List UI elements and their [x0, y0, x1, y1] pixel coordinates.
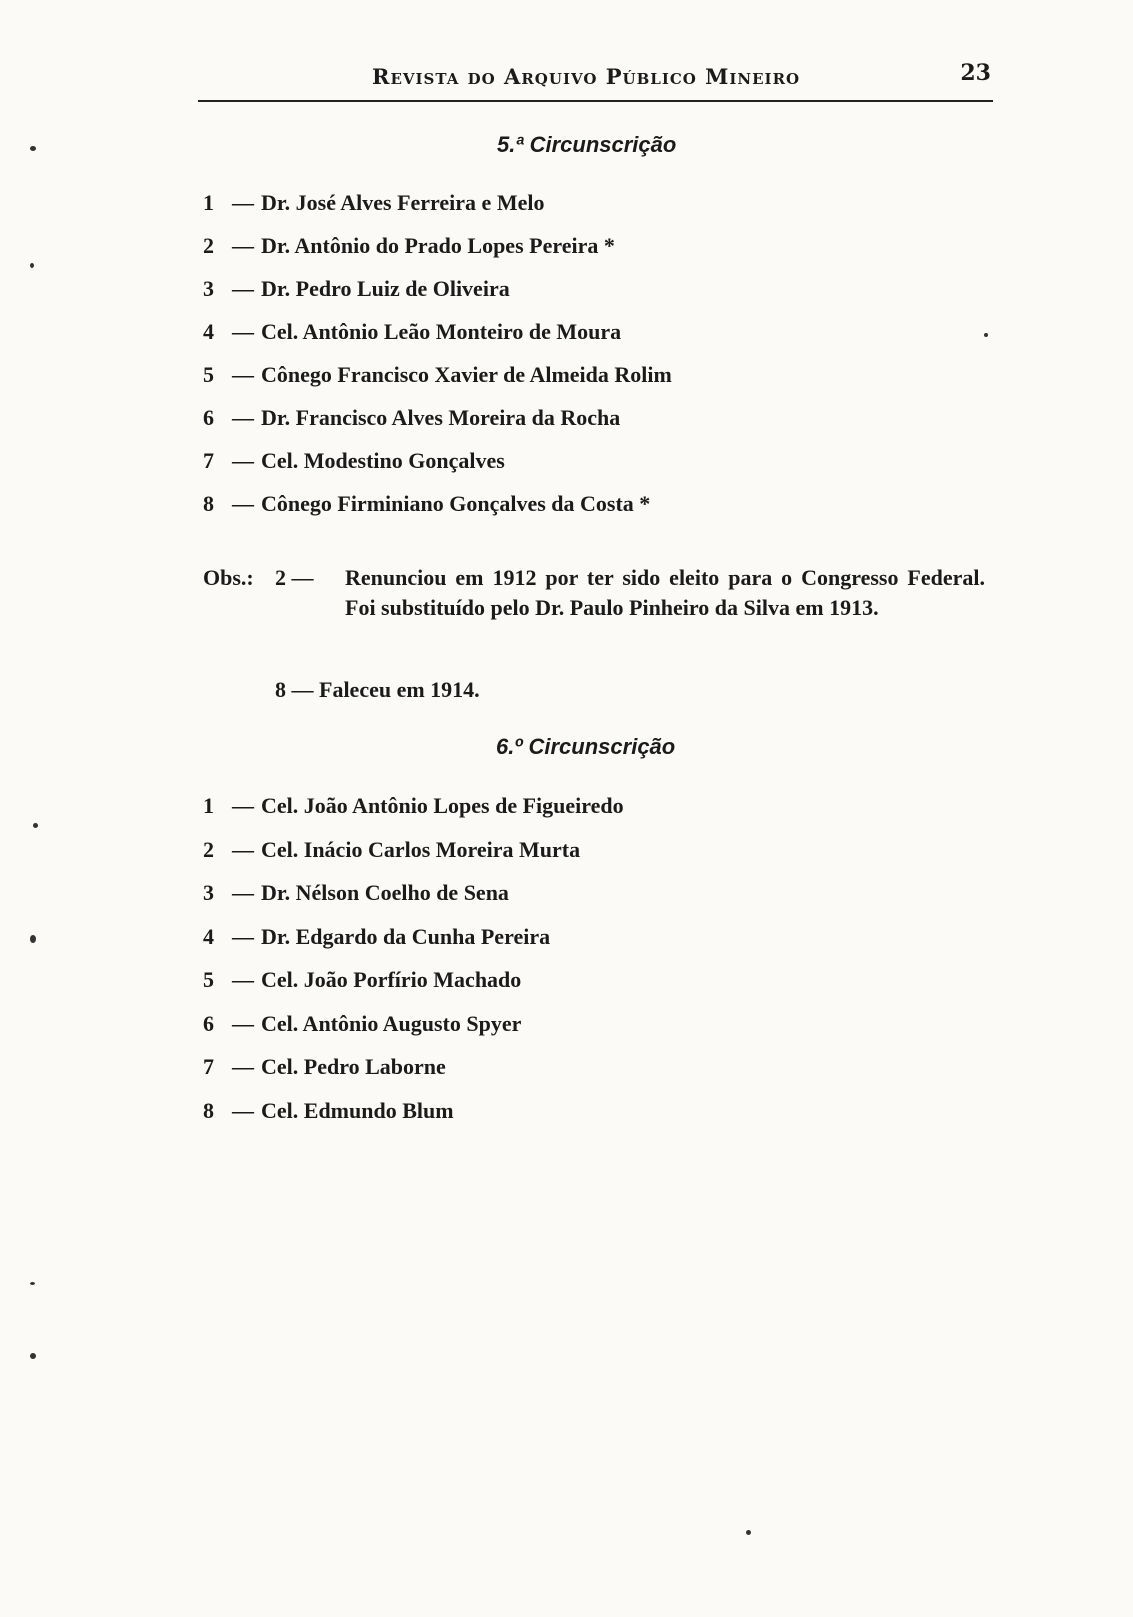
- list-item: 5 — Cel. João Porfírio Machado: [203, 967, 522, 992]
- scan-speck: [30, 146, 36, 151]
- scan-speck: [30, 1353, 36, 1359]
- obs-note-text: Renunciou em 1912 por ter sido eleito para o Congresso Federal. Foi substituído pelo Dr. Paulo Pinheiro da Silva em 1913.: [345, 565, 985, 620]
- scan-speck: [33, 823, 38, 828]
- list-item: 7 — Cel. Modestino Gonçalves: [203, 448, 505, 473]
- list-item: 6 — Dr. Francisco Alves Moreira da Rocha: [203, 405, 621, 430]
- obs-label: Obs.:: [203, 565, 254, 590]
- journal-title: Revista do Arquivo Público Mineiro: [372, 64, 801, 89]
- scan-speck: [984, 333, 988, 337]
- list-item: 2 — Cel. Inácio Carlos Moreira Murta: [203, 836, 581, 862]
- page-number: 23: [960, 60, 991, 86]
- scan-speck: [30, 263, 34, 268]
- list-item: 1 — Cel. João Antônio Lopes de Figueiredo: [203, 793, 624, 818]
- list-item: 8 — Cel. Edmundo Blum: [203, 1097, 454, 1123]
- list-item: 4 — Cel. Antônio Leão Monteiro de Moura: [203, 319, 622, 344]
- scan-speck: [30, 935, 36, 943]
- list-item: 5 — Cônego Francisco Xavier de Almeida Rolim: [203, 362, 672, 387]
- section-title-6: 6.º Circunscrição: [496, 734, 676, 759]
- list-item: 1 — Dr. José Alves Ferreira e Melo: [203, 190, 545, 215]
- member-list-6: [203, 793, 624, 1141]
- obs-note: 8 — Faleceu em 1914.: [275, 677, 480, 702]
- list-item: 7 — Cel. Pedro Laborne: [203, 1054, 446, 1079]
- list-item: 2 — Dr. Antônio do Prado Lopes Pereira *: [203, 233, 615, 258]
- member-list-5: [203, 190, 672, 534]
- obs-note: 2 —: [275, 565, 314, 590]
- scan-speck: [746, 1530, 751, 1535]
- list-item: 3 — Dr. Pedro Luiz de Oliveira: [203, 276, 510, 301]
- section-title-5: 5.ª Circunscrição: [497, 132, 677, 157]
- obs-note-text: Faleceu em 1914.: [319, 677, 480, 702]
- list-item: 6 — Cel. Antônio Augusto Spyer: [203, 1010, 522, 1036]
- list-item: 4 — Dr. Edgardo da Cunha Pereira: [203, 923, 551, 949]
- list-item: 3 — Dr. Nélson Coelho de Sena: [203, 880, 509, 905]
- list-item: 8 — Cônego Firminiano Gonçalves da Costa *: [203, 491, 651, 516]
- running-header: [198, 58, 993, 102]
- scan-speck: [30, 1282, 35, 1285]
